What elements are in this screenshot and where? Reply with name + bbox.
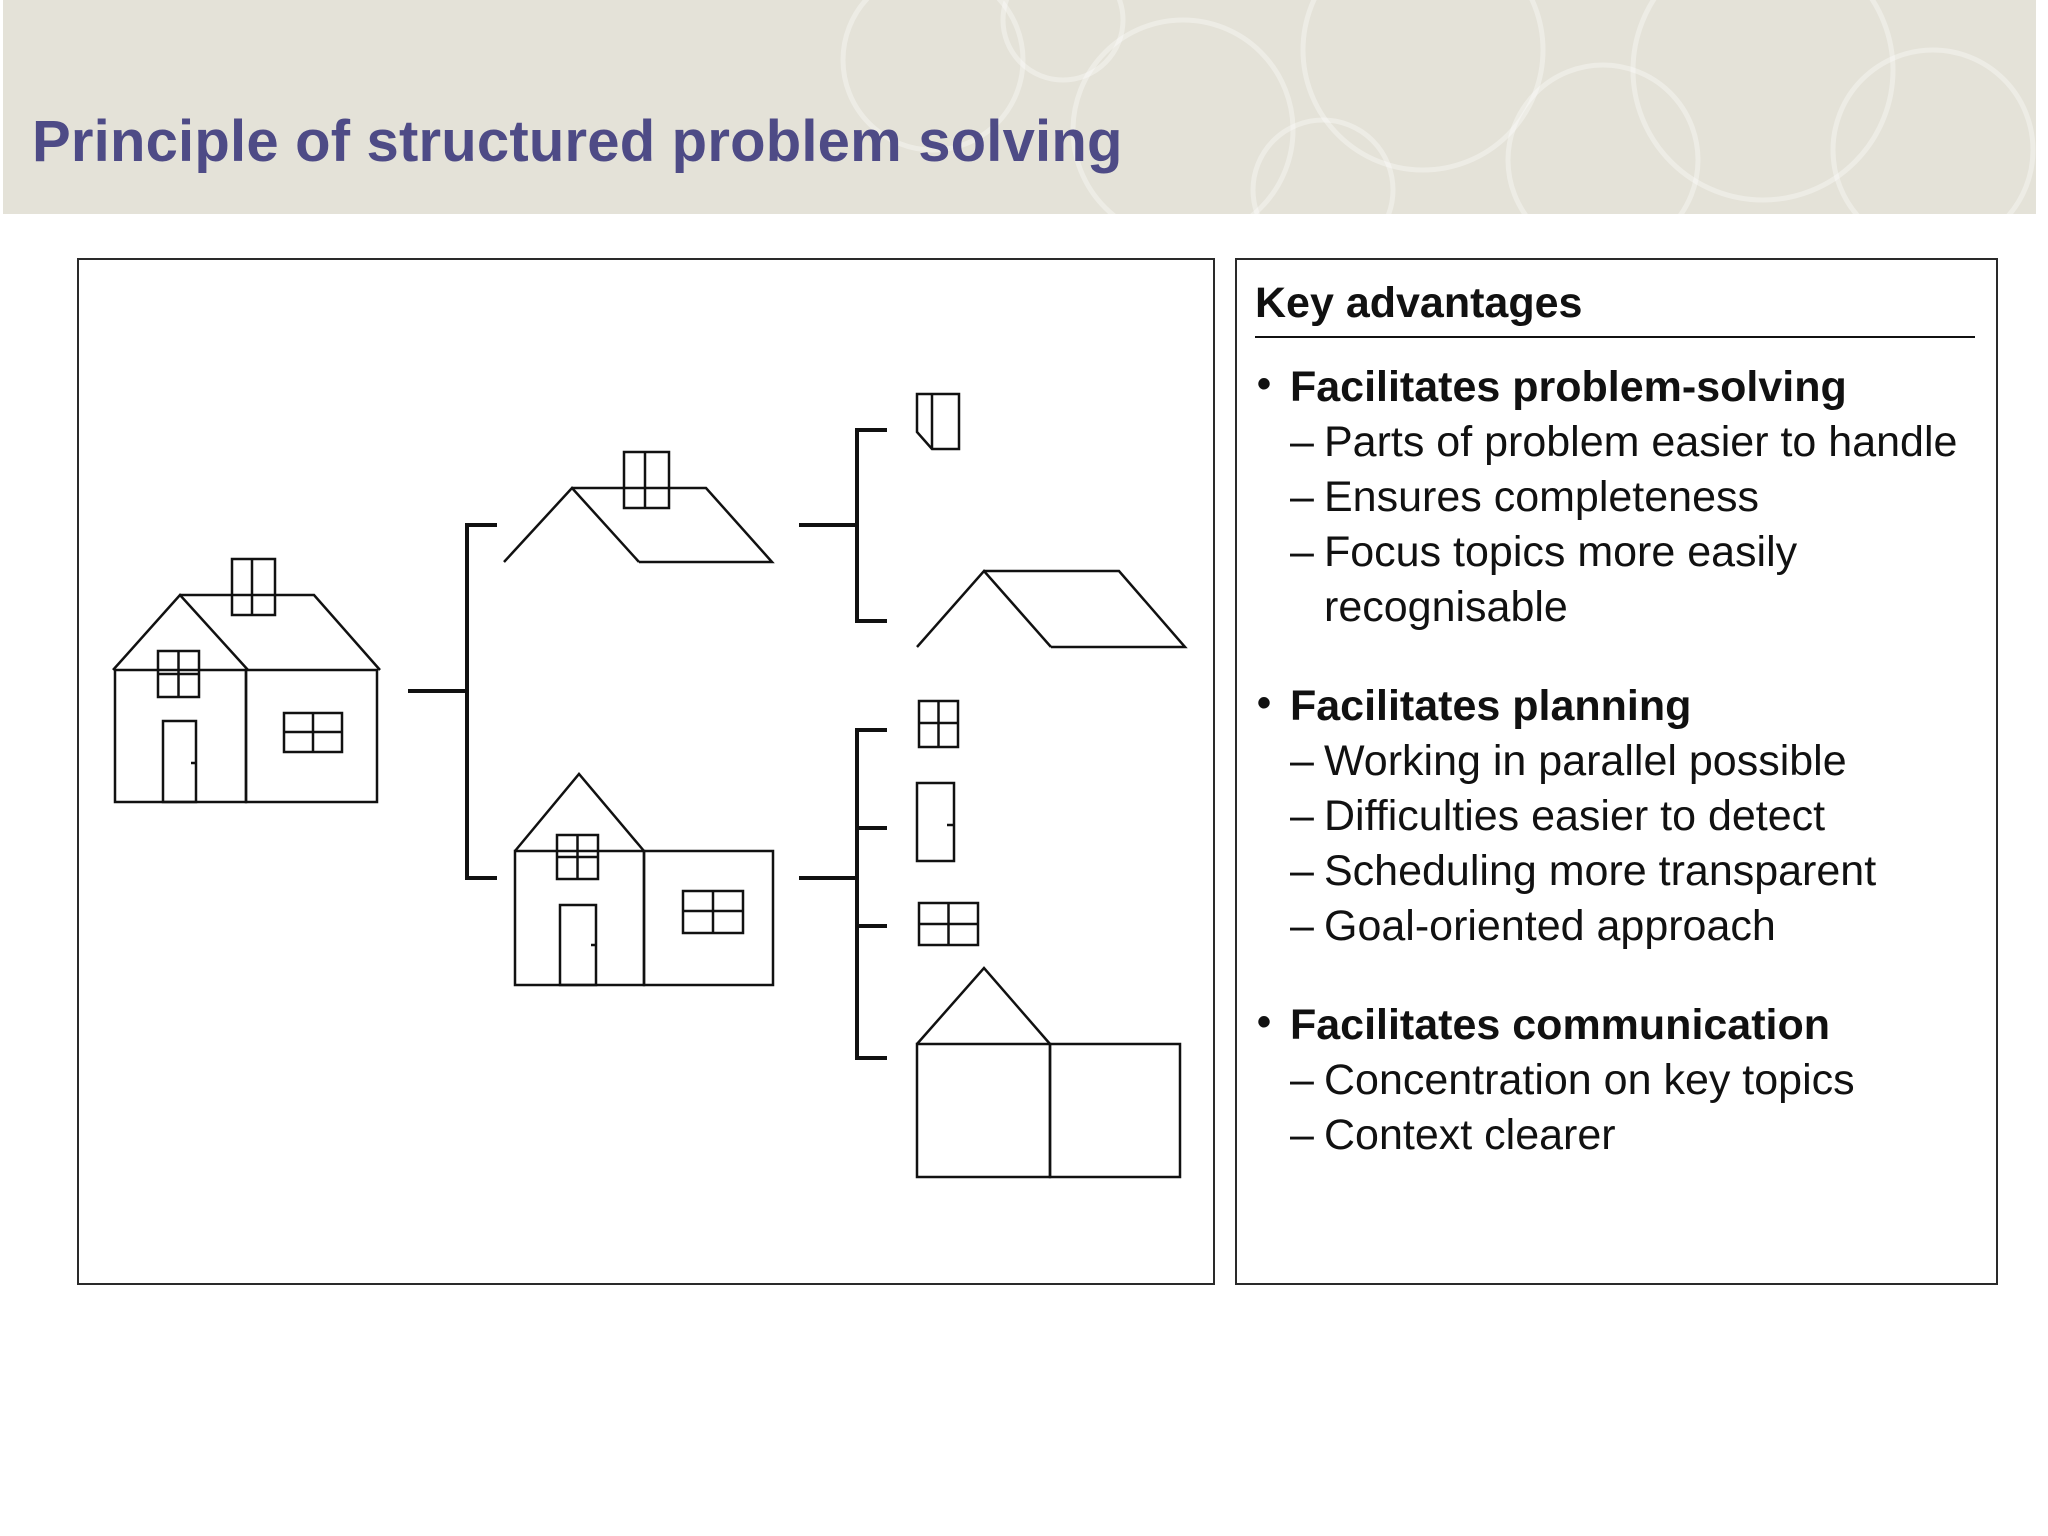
roof-part-icon: [917, 571, 1185, 647]
list-item: [1257, 844, 1984, 899]
dash-icon: –: [1290, 737, 1314, 785]
list-item: [1257, 415, 1984, 470]
key-advantages-panel: [1235, 258, 1998, 1285]
advantages-list: [1257, 360, 1992, 1207]
house-body-icon: [515, 774, 773, 985]
tree-connector-body: [799, 730, 887, 1058]
bullet-icon: •: [1257, 681, 1272, 725]
section-title: [1257, 679, 1992, 734]
list-item: [1257, 1053, 1984, 1108]
dash-icon: –: [1290, 792, 1314, 840]
header-decoration: [3, 0, 2036, 214]
slide-header: [3, 0, 2036, 214]
advantage-section-problem-solving: [1257, 360, 1992, 635]
list-item: [1257, 525, 1984, 635]
dash-icon: –: [1290, 1111, 1314, 1159]
house-icon: [113, 559, 380, 802]
list-item: [1257, 789, 1984, 844]
wall-icon: [917, 968, 1180, 1177]
section-title-text: Facilitates communication: [1290, 1001, 1831, 1049]
section-title: [1257, 998, 1992, 1053]
list-item-text: Scheduling more transparent: [1324, 847, 1877, 895]
dash-icon: –: [1290, 1056, 1314, 1104]
list-item-text: Ensures completeness: [1324, 473, 1759, 521]
wide-window-icon: [919, 903, 978, 945]
section-title: [1257, 360, 1992, 415]
list-item-text: Goal-oriented approach: [1324, 902, 1776, 950]
window-icon: [919, 701, 958, 747]
roof-icon: [504, 452, 772, 562]
bullet-icon: •: [1257, 1000, 1272, 1044]
dash-icon: –: [1290, 528, 1314, 576]
list-item-text: Working in parallel possible: [1324, 737, 1847, 785]
list-item: [1257, 1108, 1984, 1163]
list-item: [1257, 734, 1984, 789]
slide-title: Principle of structured problem solving: [32, 109, 1123, 174]
list-item-text: Concentration on key topics: [1324, 1056, 1855, 1104]
section-title-text: Facilitates problem-solving: [1290, 363, 1847, 411]
list-item: [1257, 899, 1984, 954]
list-item-text: Context clearer: [1324, 1111, 1616, 1159]
list-item-text: Focus topics more easily recognisable: [1324, 528, 1798, 631]
bullet-icon: •: [1257, 362, 1272, 406]
dash-icon: –: [1290, 418, 1314, 466]
advantage-section-communication: [1257, 998, 1992, 1163]
tree-connector-main: [408, 525, 497, 878]
dash-icon: –: [1290, 847, 1314, 895]
chimney-icon: [917, 394, 959, 449]
list-item-text: Difficulties easier to detect: [1324, 792, 1826, 840]
list-item: [1257, 470, 1984, 525]
tree-connector-roof: [799, 430, 887, 621]
list-item-text: Parts of problem easier to handle: [1324, 418, 1958, 466]
advantage-section-planning: [1257, 679, 1992, 954]
dash-icon: –: [1290, 902, 1314, 950]
door-icon: [917, 783, 954, 861]
dash-icon: –: [1290, 473, 1314, 521]
section-title-text: Facilitates planning: [1290, 682, 1692, 730]
diagram-panel: [77, 258, 1215, 1285]
house-decomposition-diagram: [79, 260, 1217, 1287]
key-advantages-heading: Key advantages: [1255, 276, 1975, 338]
